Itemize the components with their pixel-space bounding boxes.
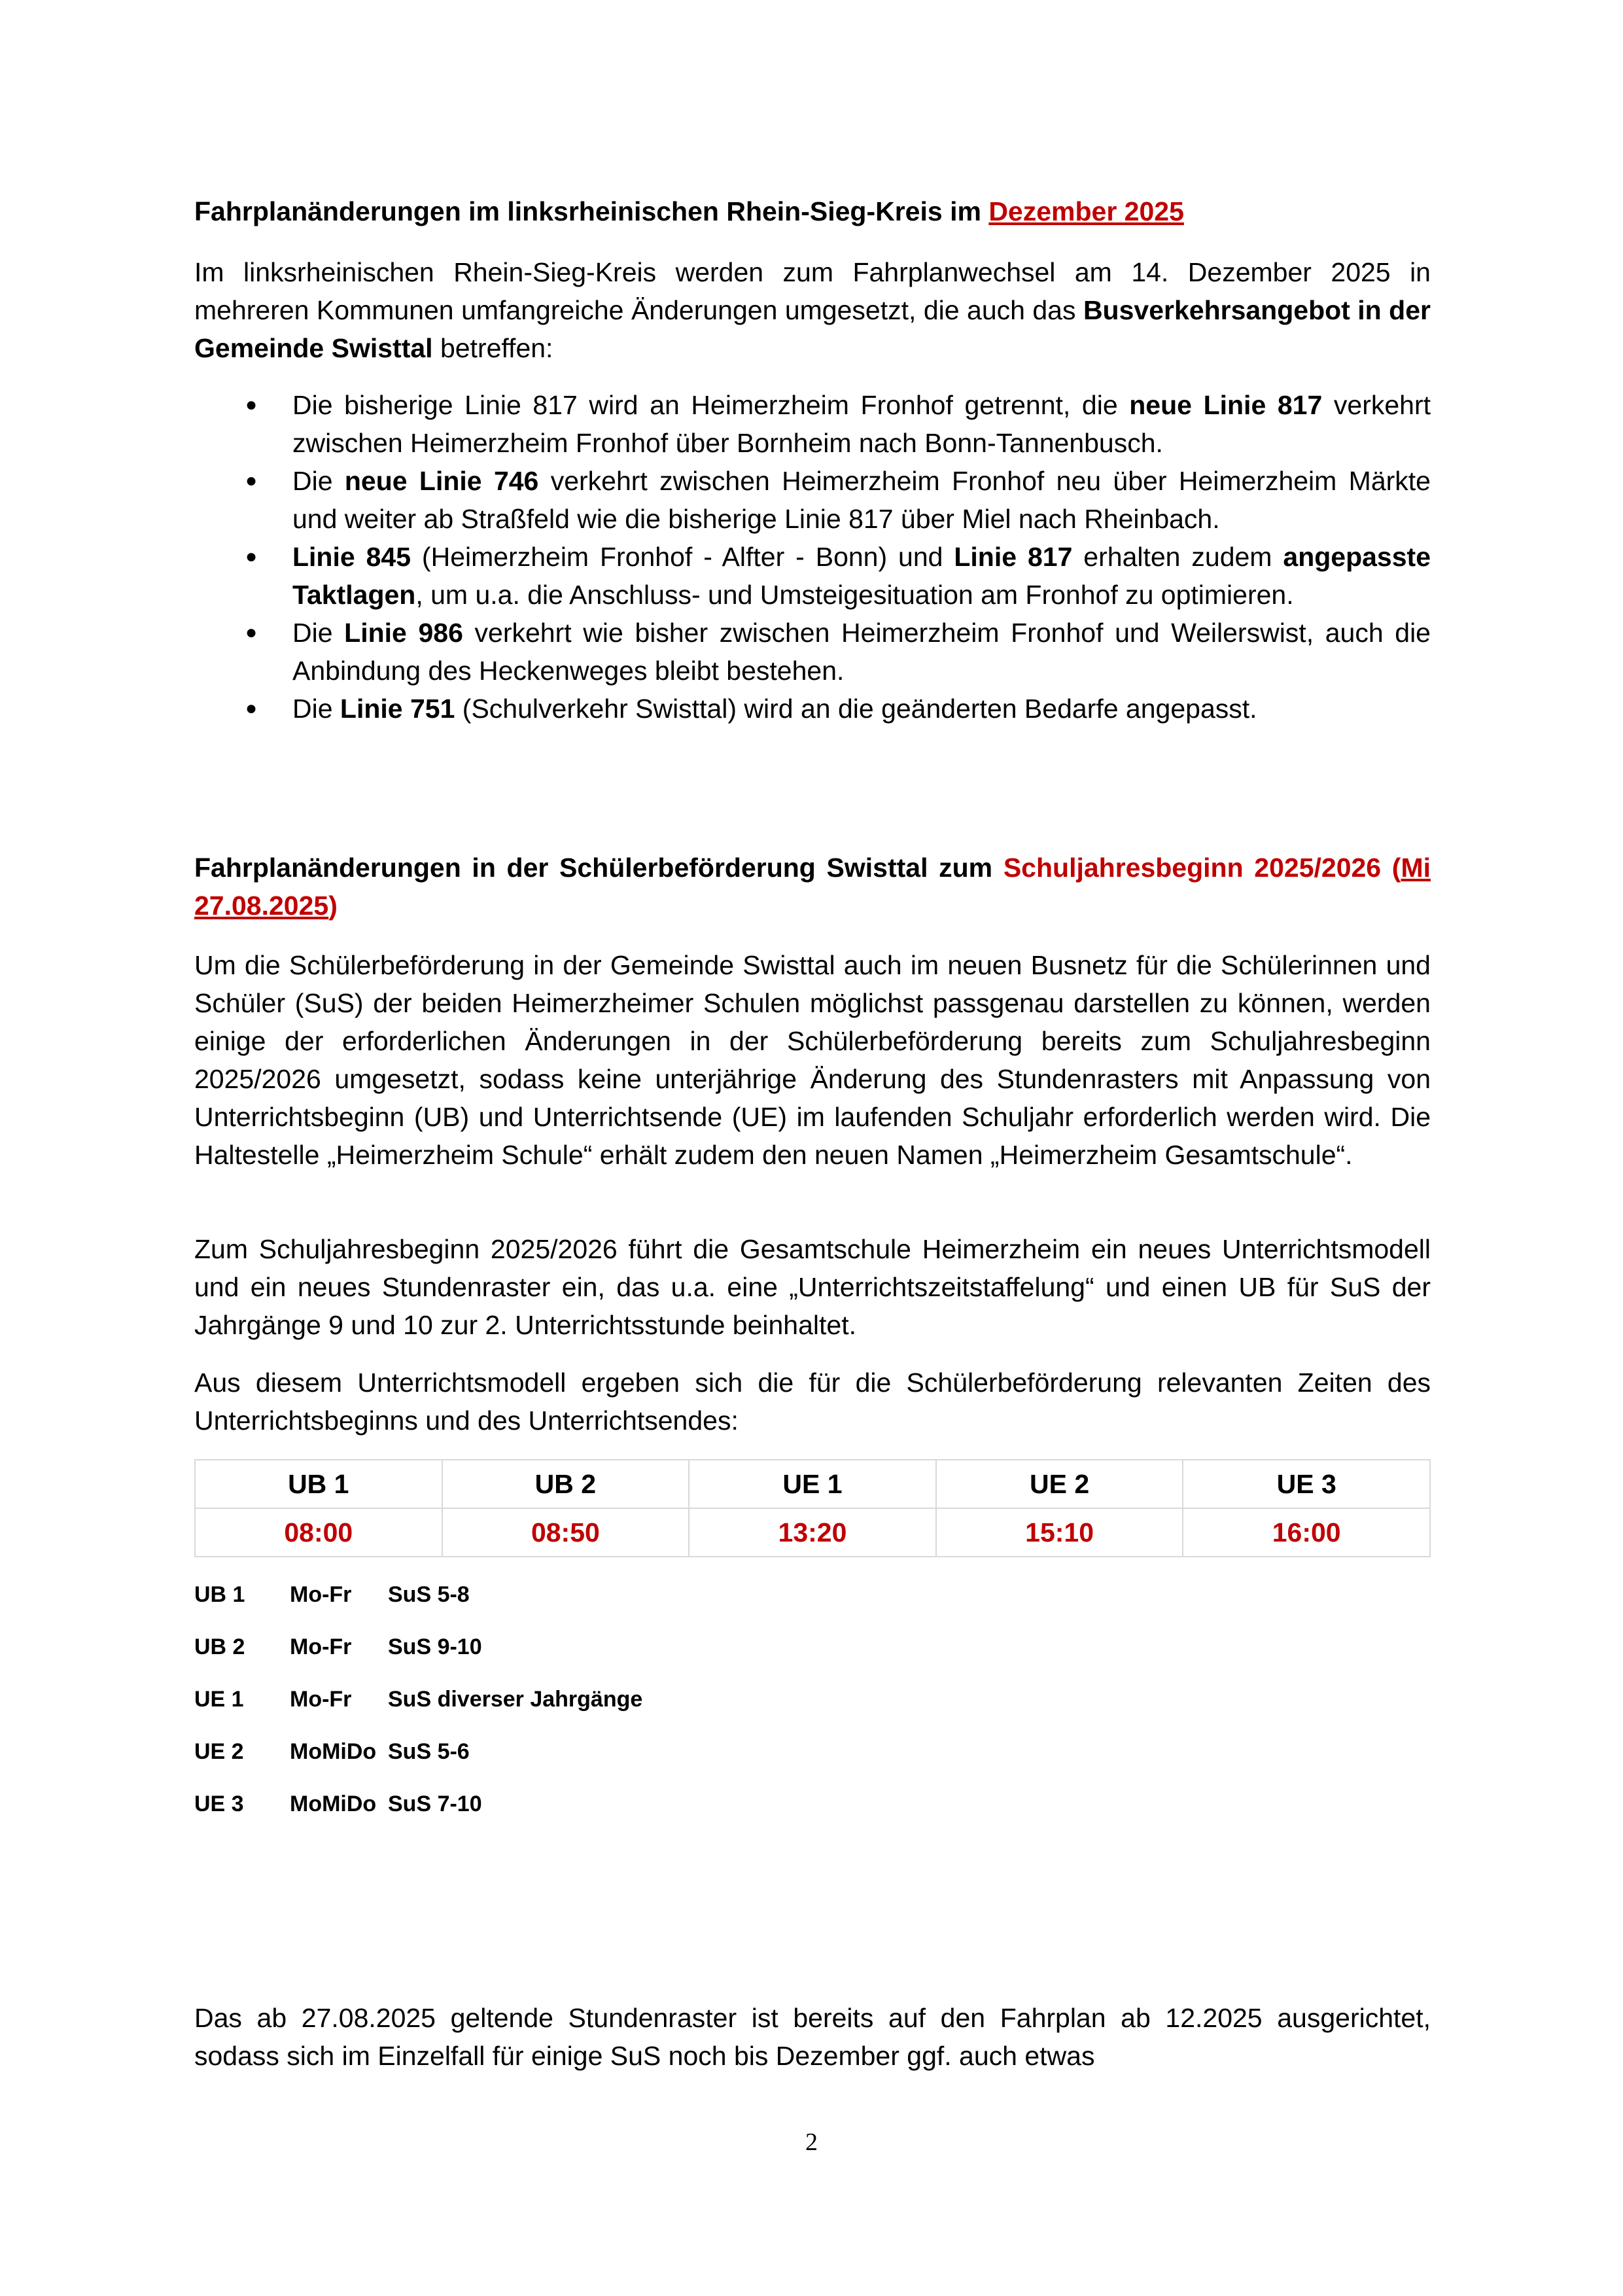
list-item: ● Die Linie 986 verkehrt wie bisher zwischen Heimerzheim Fronhof und Weilerswist, auch die Anbindung des Heckenweges bleibt bestehen. [194,614,1431,690]
section2-heading-date: Mi 27.08.2025 [194,853,1431,921]
bullet-icon: ● [245,698,258,719]
change-list [194,386,1431,728]
section2-paragraph-2: Zum Schuljahresbeginn 2025/2026 führt die Gesamtschule Heimerzheim ein neues Unterrichtsmodell und ein neues Stundenraster ein, das u.a. eine „Unterrichtszeitstaffelung“ und einen UB für SuS der Jahrgänge 9 und 10 zur 2. Unterrichtsstunde beinhaltet. [194,1234,1431,1340]
table-cell-time: 15:10 [936,1508,1183,1557]
list-item: ● Die Linie 751 (Schulverkehr Swisttal) wird an die geänderten Bedarfe angepasst. [194,690,1431,728]
list-item: ● Die bisherige Linie 817 wird an Heimerzheim Fronhof getrennt, die neue Linie 817 verkehrt zwischen Heimerzheim Fronhof über Bornheim nach Bonn-Tannenbusch. [194,386,1431,462]
section1-intro-end: betreffen: [432,333,553,363]
section2-paragraph-4: Das ab 27.08.2025 geltende Stundenraster ist bereits auf den Fahrplan ab 12.2025 ausgerichtet, sodass sich im Einzelfall für einige SuS noch bis Dezember ggf. auch etwas [194,2003,1431,2071]
bullet-icon: ● [245,622,258,643]
bullet-icon: ● [245,470,258,491]
table-cell-time: 08:50 [442,1508,689,1557]
section2-heading: Fahrplanänderungen in der Schülerbeförderung Swisttal zum Schuljahresbeginn 2025/2026 (Mi 27.08.2025) [194,853,1431,921]
table-header: UB 1 [195,1460,442,1508]
table-cell-time: 13:20 [689,1508,936,1557]
table-row [195,1508,1430,1557]
section2-paragraph-1: Um die Schülerbeförderung in der Gemeinde Swisttal auch im neuen Busnetz für die Schülerinnen und Schüler (SuS) der beiden Heimerzheimer Schulen möglichst passgenau darstellen zu können, werden einige der erforderlichen Änderungen in der Schülerbeförderung bereits zum Schuljahresbeginn 2025/2026 umgesetzt, sodass keine unterjährige Änderung des Stundenrasters mit Anpassung von Unterrichtsbeginn (UB) und Unterrichtsende (UE) im laufenden Schuljahr erforderlich werden wird. Die Haltestelle „Heimerzheim Schule“ erhält zudem den neuen Namen „Heimerzheim Gesamtschule“. [194,950,1431,1170]
bullet-icon: ● [245,394,258,415]
list-item: ● Linie 845 (Heimerzheim Fronhof - Alfter - Bonn) und Linie 817 erhalten zudem angepasste Taktlagen, um u.a. die Anschluss- und Umsteigesituation am Fronhof zu optimieren. [194,538,1431,614]
section2-heading-red: Schuljahresbeginn 2025/2026 ( [1003,853,1401,883]
table-header: UE 2 [936,1460,1183,1508]
page-number: 2 [805,2128,818,2156]
section1-heading-date: Dezember 2025 [988,196,1184,226]
list-item: ● Die neue Linie 746 verkehrt zwischen Heimerzheim Fronhof neu über Heimerzheim Märkte und weiter ab Straßfeld wie die bisherige Linie 817 über Miel nach Rheinbach. [194,462,1431,538]
section1-heading-text: Fahrplanänderungen im linksrheinischen Rhein-Sieg-Kreis im [194,196,989,226]
bullet-icon: ● [245,546,258,567]
section2-paragraph-3: Aus diesem Unterrichtsmodell ergeben sich die für die Schülerbeförderung relevanten Zeiten des Unterrichtsbeginns und des Unterrichtsendes: [194,1368,1431,1436]
table-cell-time: 16:00 [1183,1508,1430,1557]
section1-intro-text: Im linksrheinischen Rhein-Sieg-Kreis werden zum Fahrplanwechsel am 14. Dezember 2025 in mehreren Kommunen umfangreiche Änderungen umgesetzt, die auch das [194,257,1431,325]
table-header-row [195,1460,1430,1508]
table-header: UB 2 [442,1460,689,1508]
table-header: UE 1 [689,1460,936,1508]
section1-intro-bold: Busverkehrsangebot in der Gemeinde Swisttal [194,295,1431,363]
table-cell-time: 08:00 [195,1508,442,1557]
section1-intro [194,253,1431,367]
table-header: UE 3 [1183,1460,1430,1508]
school-times-table [194,1459,1431,1557]
section2-heading-text: Fahrplanänderungen in der Schülerbeförderung Swisttal zum [194,853,1003,883]
section1-heading [194,192,1431,230]
